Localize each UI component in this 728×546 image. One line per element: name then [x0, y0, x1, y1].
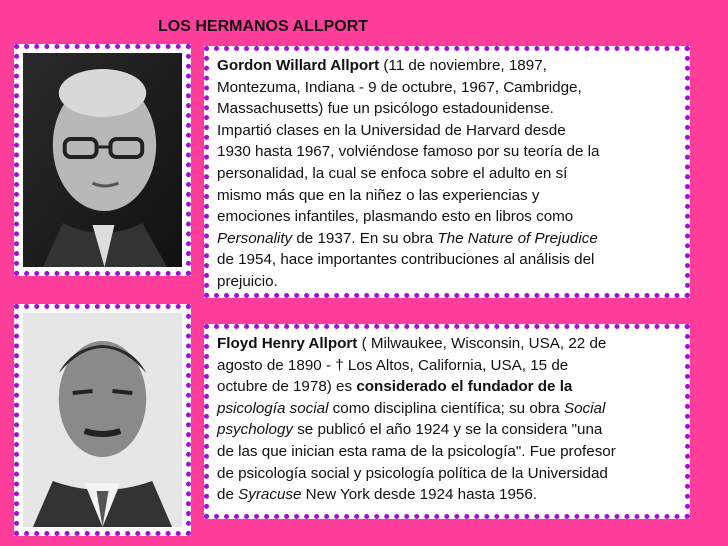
text-segment: personalidad, la cual se enfoca sobre el adulto en sí	[217, 164, 568, 182]
text-segment: de 1954, hace importantes contribuciones al análisis del	[217, 251, 595, 269]
text-line	[217, 419, 677, 441]
text-segment: se publicó el año 1924 y se la considera "una	[292, 421, 603, 439]
text-line	[217, 271, 677, 293]
slide-title: LOS HERMANOS ALLPORT	[158, 18, 369, 35]
text-segment: de 1937. En su obra	[292, 229, 438, 247]
text-line	[217, 55, 677, 77]
text-line	[217, 249, 677, 271]
text-line	[217, 484, 677, 506]
text-segment: The Nature of Prejudice	[437, 229, 598, 247]
text-line	[217, 206, 677, 228]
gordon-photo-frame	[14, 44, 191, 276]
text-line	[217, 98, 677, 120]
text-segment: como disciplina científica; su obra	[328, 399, 564, 417]
text-segment: de	[217, 486, 239, 504]
text-line	[217, 441, 677, 463]
portrait-photo-icon	[23, 53, 182, 267]
text-line	[217, 398, 677, 420]
text-line	[217, 120, 677, 142]
text-segment: (11 de noviembre, 1897,	[379, 57, 547, 74]
text-segment: prejuicio.	[217, 272, 278, 290]
text-line	[217, 355, 677, 377]
text-line	[217, 141, 677, 163]
text-segment: Syracuse	[238, 486, 302, 504]
floyd-biography	[204, 324, 690, 519]
text-segment: Gordon Willard Allport	[217, 57, 380, 74]
text-segment: psychology	[217, 421, 293, 439]
gordon-biography	[204, 46, 690, 298]
text-line	[217, 463, 677, 485]
text-segment: Massachusetts) fue un psicólogo estadounidense.	[217, 100, 554, 118]
text-segment: ( Milwaukee, Wisconsin, USA, 22 de	[357, 335, 607, 352]
text-segment: Impartió clases en la Universidad de Harvard desde	[217, 121, 566, 139]
text-line	[217, 376, 677, 398]
text-segment: agosto de 1890 - † Los Altos, California, USA, 15 de	[217, 356, 569, 374]
floyd-photo-frame	[14, 304, 191, 536]
text-line	[217, 185, 677, 207]
text-segment: Personality	[217, 229, 293, 247]
text-segment: 1930 hasta 1967, volviéndose famoso por su teoría de la	[217, 143, 600, 161]
text-segment: Floyd Henry Allport	[217, 335, 358, 352]
text-segment: New York desde 1924 hasta 1956.	[301, 486, 538, 504]
text-segment: octubre de 1978) es	[217, 378, 357, 396]
text-line	[217, 77, 677, 99]
text-segment: emociones infantiles, plasmando esto en libros como	[217, 208, 574, 226]
text-segment: Social	[563, 399, 606, 417]
text-segment: de las que inician esta rama de la psicología". Fue profesor	[217, 442, 616, 460]
text-segment: de psicología social y psicología política de la Universidad	[217, 464, 608, 482]
text-segment: mismo más que en la niñez o las experiencias y	[217, 186, 540, 204]
text-line	[217, 163, 677, 185]
portrait-photo-icon	[23, 313, 182, 527]
text-segment: psicología social	[217, 399, 329, 417]
text-line	[217, 228, 677, 250]
text-segment: considerado el fundador de la	[356, 378, 573, 396]
text-line	[217, 333, 677, 355]
text-segment: Montezuma, Indiana - 9 de octubre, 1967, Cambridge,	[217, 78, 582, 96]
